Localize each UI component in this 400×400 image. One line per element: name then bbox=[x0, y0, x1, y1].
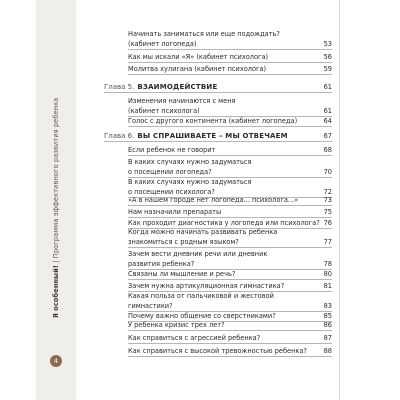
entry-title-line: о посещении логопеда? bbox=[128, 168, 212, 176]
entry-title-line: (кабинет логопеда) bbox=[128, 40, 197, 48]
entry-title-line: о посещении психолога? bbox=[128, 188, 215, 196]
entry-title-line: Голос с другого континента (кабинет логопеда) bbox=[128, 117, 298, 125]
toc-page-number: 86 bbox=[323, 321, 332, 329]
entry-title-line: Как проходит диагностика у логопеда или психолога? bbox=[128, 219, 320, 227]
entry-title-line: Зачем нужна артикуляционная гимнастика? bbox=[128, 282, 285, 290]
entry-title-line: развития ребенка? bbox=[128, 260, 195, 268]
entry-title-line: Как справиться с агрессией ребенка? bbox=[128, 334, 261, 342]
toc-entry bbox=[128, 145, 332, 156]
toc-entry bbox=[128, 320, 332, 331]
entry-title-line: У ребенка кризис трех лет? bbox=[128, 321, 225, 329]
toc-page-number: 64 bbox=[323, 117, 332, 125]
toc-page-number: 61 bbox=[323, 107, 332, 115]
toc-entry bbox=[128, 96, 332, 117]
entry-title-line: Изменения начинаются с меня bbox=[128, 97, 236, 105]
toc-page-number: 88 bbox=[323, 347, 332, 355]
toc-entry bbox=[128, 157, 332, 178]
entry-title-line: Если ребенок не говорит bbox=[128, 146, 216, 154]
entry-title-line: гимнастики? bbox=[128, 302, 173, 310]
toc-entry bbox=[128, 249, 332, 270]
toc-page-number: 80 bbox=[323, 270, 332, 278]
book-subtitle: Программа эффективного развития ребенка bbox=[52, 97, 60, 259]
separator: | bbox=[52, 258, 60, 263]
toc-page-number: 70 bbox=[323, 168, 332, 176]
toc-entry bbox=[128, 291, 332, 312]
entry-title-line: Как справиться с высокой тревожностью ребенка? bbox=[128, 347, 307, 355]
toc-entry bbox=[128, 29, 332, 50]
toc-chapter bbox=[104, 82, 332, 93]
chapter-number: Глава 5. bbox=[104, 83, 135, 91]
toc-entry bbox=[128, 346, 332, 357]
toc-chapter bbox=[104, 131, 332, 142]
entry-title-line: Молитва хулигана (кабинет психолога) bbox=[128, 65, 267, 73]
toc-page-number: 76 bbox=[323, 219, 332, 227]
entry-title-line: знакомиться с родным языком? bbox=[128, 238, 239, 246]
toc-page-number: 73 bbox=[323, 196, 332, 204]
toc-page-number: 83 bbox=[323, 302, 332, 310]
entry-title-line: Связаны ли мышление и речь? bbox=[128, 270, 236, 278]
toc-entry bbox=[128, 333, 332, 344]
book-title: Я особенный! bbox=[52, 264, 60, 319]
chapter-title: ВЗАИМОДЕЙСТВИЕ bbox=[137, 83, 218, 91]
entry-title-line: Зачем вести дневник речи или дневник bbox=[128, 250, 268, 258]
toc-entry bbox=[128, 269, 332, 280]
toc-page-number: 87 bbox=[323, 334, 332, 342]
entry-title-line: Как мы искали «Я» (кабинет психолога) bbox=[128, 53, 269, 61]
toc-page-number: 53 bbox=[323, 40, 332, 48]
toc-page-number: 61 bbox=[323, 83, 332, 91]
entry-title-line: Начинать заниматься или еще подождать? bbox=[128, 30, 280, 38]
toc-page-number: 56 bbox=[323, 53, 332, 61]
entry-title-line: (кабинет психолога) bbox=[128, 107, 200, 115]
page-number: 4 bbox=[50, 355, 62, 367]
toc-page-number: 75 bbox=[323, 208, 332, 216]
toc-page-number: 78 bbox=[323, 260, 332, 268]
toc-page-number: 59 bbox=[323, 65, 332, 73]
toc-entry bbox=[128, 64, 332, 75]
toc-page-number: 72 bbox=[323, 188, 332, 196]
toc-page-number: 81 bbox=[323, 282, 332, 290]
entry-title-line: Нам назначили препараты bbox=[128, 208, 222, 216]
entry-title-line: Какая польза от пальчиковой и жестовой bbox=[128, 292, 274, 300]
toc-entry bbox=[128, 227, 332, 248]
entry-title-line: «А в нашем городе нет логопеда... психолога...» bbox=[128, 196, 299, 204]
toc-page-number: 67 bbox=[323, 132, 332, 140]
chapter-number: Глава 6. bbox=[104, 132, 135, 140]
entry-title-line: Почему важно общение со сверстниками? bbox=[128, 312, 276, 320]
toc-entry bbox=[128, 195, 332, 206]
toc-entry bbox=[128, 116, 332, 127]
chapter-title: ВЫ СПРАШИВАЕТЕ – МЫ ОТВЕЧАЕМ bbox=[137, 132, 288, 140]
toc-page-number: 68 bbox=[323, 146, 332, 154]
toc-page-number: 77 bbox=[323, 238, 332, 246]
toc-entry bbox=[128, 52, 332, 63]
entry-title-line: В каких случаях нужно задуматься bbox=[128, 158, 252, 166]
entry-title-line: Когда можно начинать развивать ребенка bbox=[128, 228, 278, 236]
entry-title-line: В каких случаях нужно задуматься bbox=[128, 178, 252, 186]
toc-page-number: 85 bbox=[323, 312, 332, 320]
toc-entry bbox=[128, 207, 332, 218]
